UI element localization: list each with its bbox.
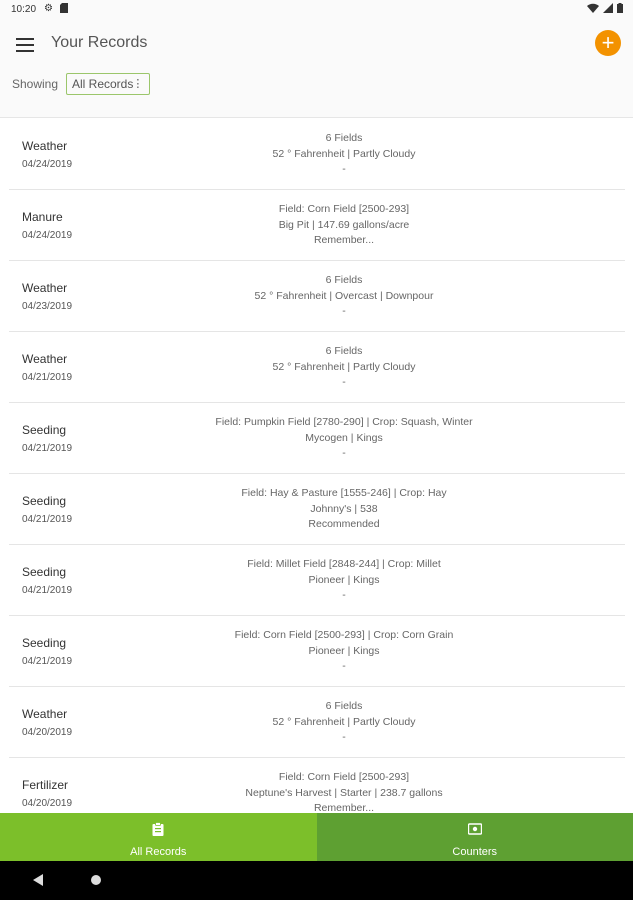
record-detail-line: 52 ° Fahrenheit | Overcast | Downpour [254,289,434,302]
record-detail-line: - [342,305,346,317]
record-row[interactable] [9,687,625,758]
record-detail-line: Field: Corn Field [2500-293] | Crop: Corn Grain [234,629,454,641]
dropdown-dots-icon: ⋮ [132,78,144,90]
record-row[interactable] [9,474,625,545]
app-bar [0,20,633,118]
tab-label: Counters [452,846,498,858]
record-detail-line: 6 Fields [325,132,363,144]
record-detail-line: Recommended [308,518,380,530]
record-detail-line: Pioneer | Kings [308,573,380,586]
record-detail-line: 52 ° Fahrenheit | Partly Cloudy [272,147,416,160]
record-detail-line: Field: Corn Field [2500-293] [278,203,410,215]
menu-icon[interactable] [16,38,34,52]
page-title: Your Records [51,34,148,51]
record-row[interactable] [9,545,625,616]
record-date: 04/20/2019 [22,798,73,809]
signal-icon [603,3,613,13]
record-row[interactable] [9,261,625,332]
record-date: 04/24/2019 [22,159,73,170]
record-date: 04/21/2019 [22,656,73,667]
record-row[interactable] [9,119,625,190]
tab-all-records[interactable] [0,813,317,861]
record-detail-line: 6 Fields [325,700,363,712]
records-filter-dropdown[interactable] [66,73,150,95]
record-detail-line: 52 ° Fahrenheit | Partly Cloudy [272,715,416,728]
record-detail-line: Johnny's | 538 [310,502,378,515]
record-detail-line: - [342,589,346,601]
status-right-icons [587,3,623,13]
record-row[interactable] [9,190,625,261]
status-bar [0,0,633,20]
record-details [169,628,519,675]
record-detail-line: Pioneer | Kings [308,644,380,657]
status-time: 10:20 [11,4,37,15]
settings-status-icon: ⚙ [44,3,53,14]
record-details [169,770,519,813]
record-detail-line: 52 ° Fahrenheit | Partly Cloudy [272,360,416,373]
record-detail-line: Big Pit | 147.69 gallons/acre [278,218,410,231]
record-row[interactable] [9,403,625,474]
record-date: 04/21/2019 [22,372,73,383]
record-details [169,415,519,462]
tab-counters[interactable] [317,813,633,861]
record-type: Seeding [22,494,67,508]
system-nav-bar [0,861,633,900]
record-detail-line: - [342,447,346,459]
record-date: 04/24/2019 [22,230,73,241]
sd-card-status-icon [60,3,68,16]
record-details [169,557,519,604]
record-detail-line: - [342,660,346,672]
record-details [169,273,519,320]
record-detail-line: Remember... [313,802,375,813]
showing-label: Showing [12,77,59,91]
record-date: 04/21/2019 [22,585,73,596]
record-detail-line: Field: Corn Field [2500-293] [278,771,410,783]
record-date: 04/23/2019 [22,301,73,312]
record-detail-line: Field: Hay & Pasture [1555-246] | Crop: Hay [241,487,447,499]
record-date: 04/21/2019 [22,443,73,454]
counter-icon [468,822,482,836]
record-detail-line: Field: Millet Field [2848-244] | Crop: Millet [247,558,441,570]
record-details [169,486,519,533]
record-detail-line: - [342,376,346,388]
record-type: Weather [22,281,68,295]
record-date: 04/21/2019 [22,514,73,525]
records-list[interactable] [0,119,633,813]
add-record-button[interactable]: + [595,30,621,56]
record-row[interactable] [9,758,625,813]
record-detail-line: 6 Fields [325,274,363,286]
wifi-icon [587,3,599,13]
record-details [169,131,519,178]
bottom-tab-bar [0,813,633,861]
record-type: Seeding [22,636,67,650]
record-type: Seeding [22,423,67,437]
clipboard-icon [151,822,165,836]
record-detail-line: Neptune's Harvest | Starter | 238.7 gallons [245,786,443,799]
record-detail-line: - [342,163,346,175]
battery-icon [617,3,623,13]
tab-label: All Records [130,846,187,858]
record-details [169,344,519,391]
record-detail-line: Mycogen | Kings [305,431,383,444]
record-row[interactable] [9,332,625,403]
record-details [169,699,519,746]
filter-value: All Records [72,77,134,91]
record-type: Fertilizer [22,778,69,792]
record-type: Weather [22,707,68,721]
record-detail-line: - [342,731,346,743]
back-icon[interactable] [33,874,43,886]
record-type: Seeding [22,565,67,579]
record-type: Weather [22,352,68,366]
record-detail-line: 6 Fields [325,345,363,357]
record-detail-line: Field: Pumpkin Field [2780-290] | Crop: Squash, Winter [215,416,473,428]
record-detail-line: Remember... [313,234,375,246]
record-row[interactable] [9,616,625,687]
record-type: Weather [22,139,68,153]
record-details [169,202,519,249]
home-icon[interactable] [91,875,101,885]
record-date: 04/20/2019 [22,727,73,738]
record-type: Manure [22,210,63,224]
